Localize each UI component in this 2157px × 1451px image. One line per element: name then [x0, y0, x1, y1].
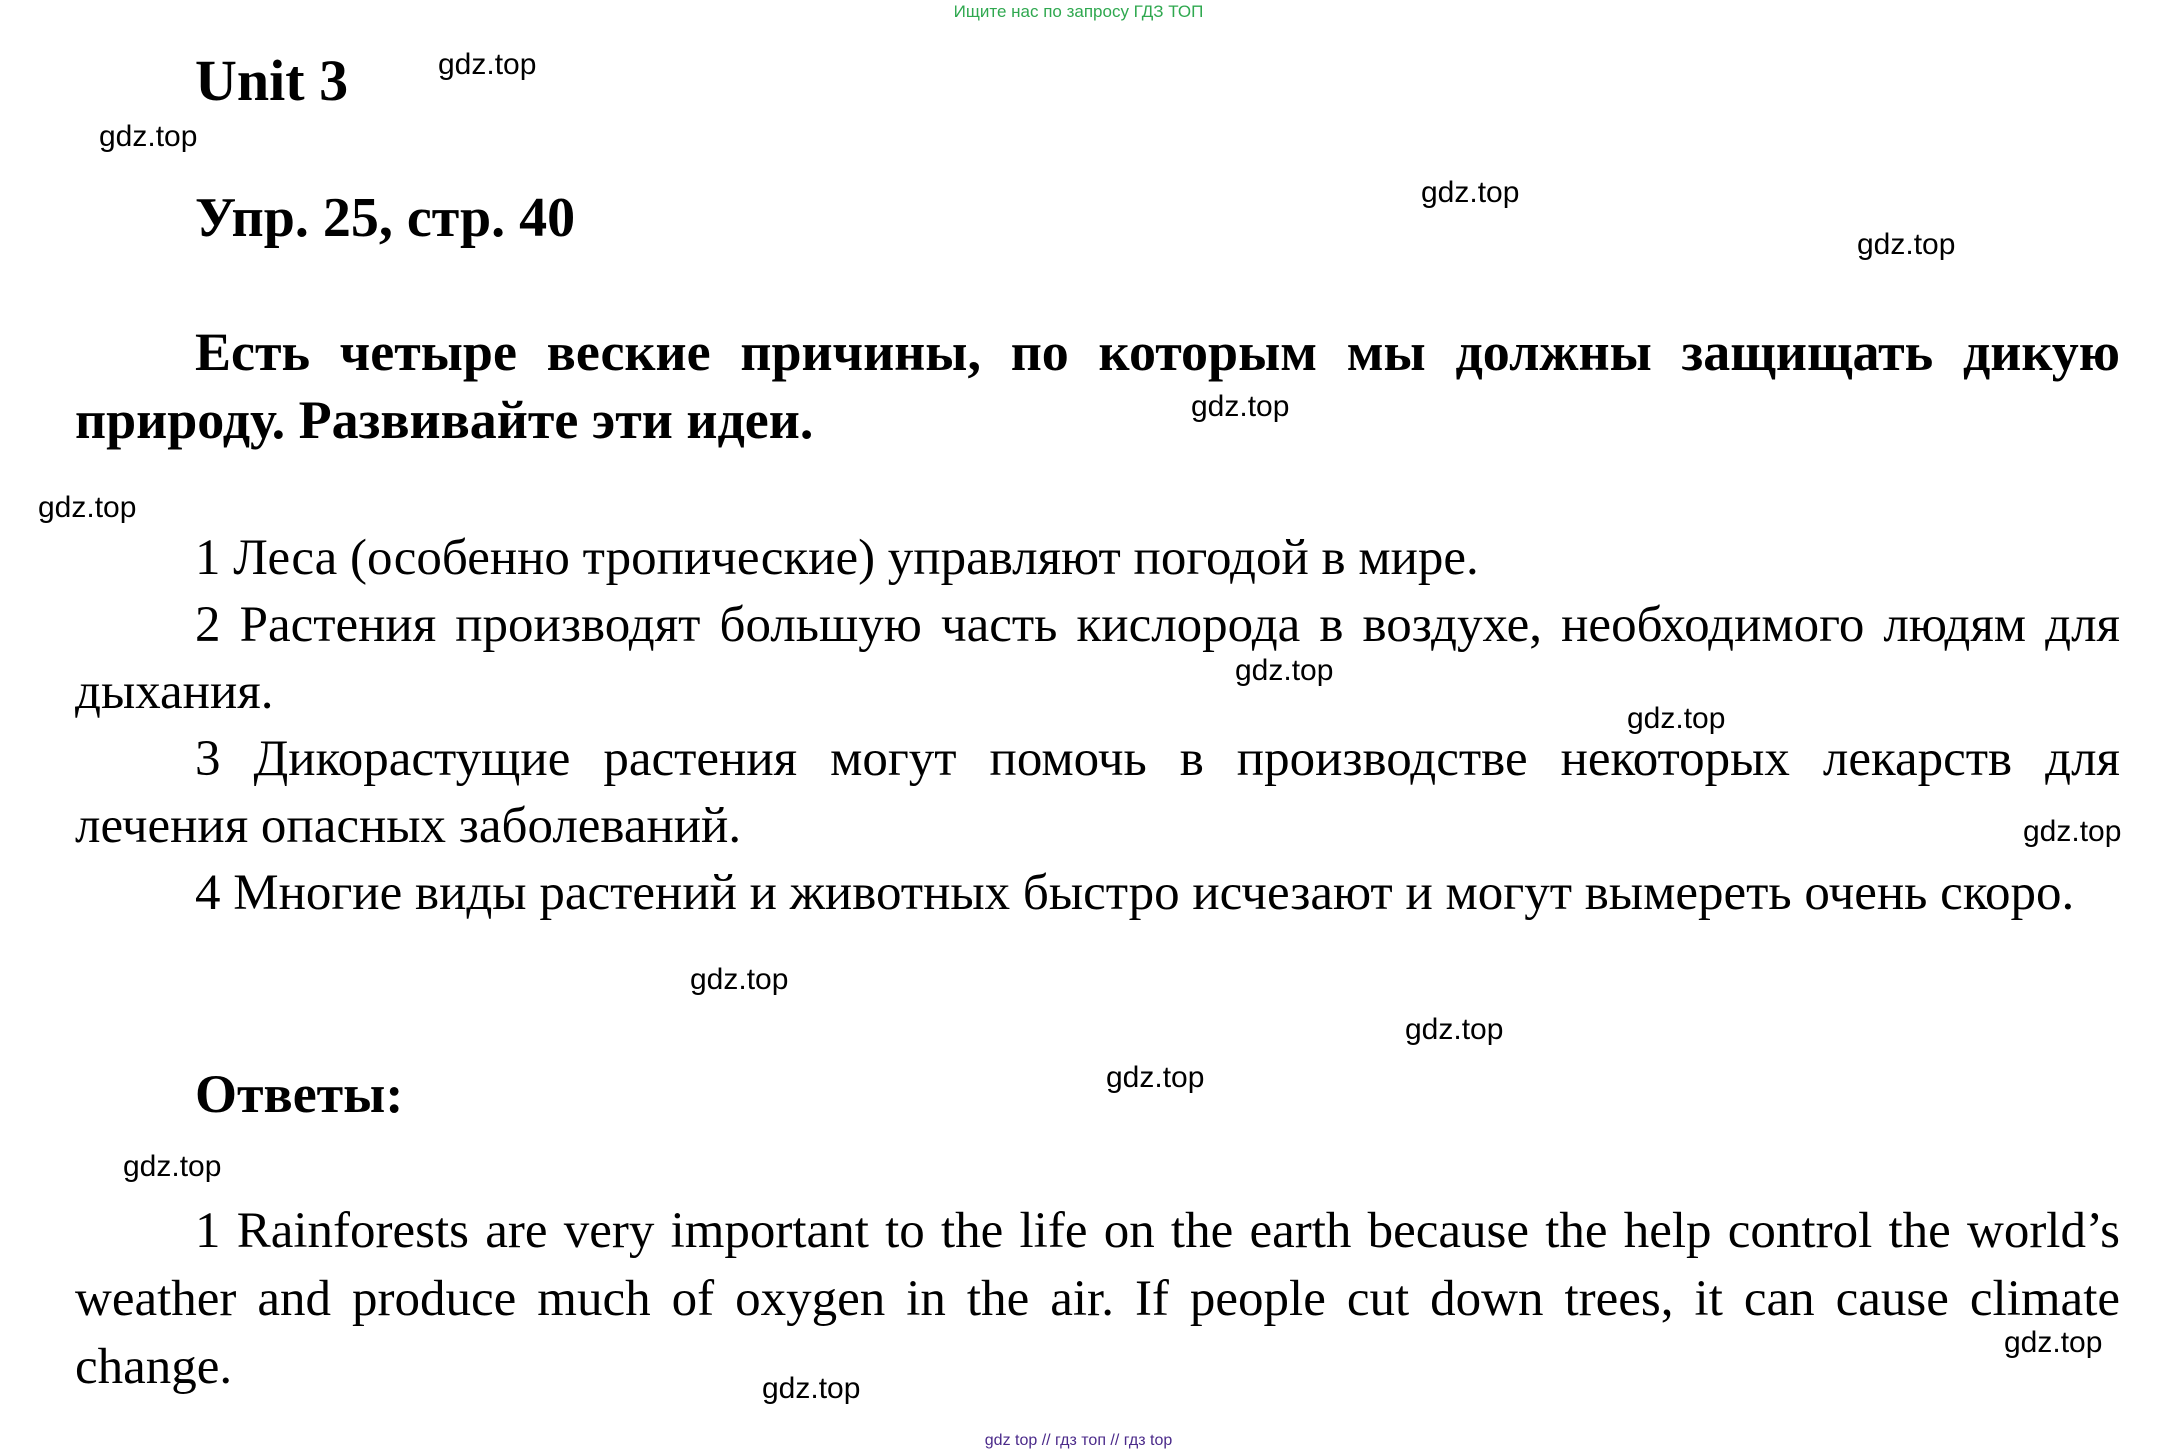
list-item-1: 1 Леса (особенно тропические) управляют погодой в мире.: [195, 530, 1479, 586]
watermark: gdz.top: [1191, 390, 1290, 423]
watermark: gdz.top: [2023, 815, 2122, 848]
watermark: gdz.top: [1106, 1061, 1205, 1094]
watermark: gdz.top: [99, 120, 198, 153]
watermark: gdz.top: [1421, 176, 1520, 209]
watermark: gdz.top: [123, 1150, 222, 1183]
watermark: gdz.top: [1857, 228, 1956, 261]
watermark: gdz.top: [1405, 1013, 1504, 1046]
footer-links: gdz top // гдз топ // гдз top: [984, 1432, 1173, 1449]
watermark: gdz.top: [762, 1372, 861, 1405]
watermark: gdz.top: [1627, 702, 1726, 735]
watermark: gdz.top: [690, 963, 789, 996]
answer-1: 1 Rainforests are very important to the life on the earth because the help control the world’s weather and produce much of oxygen in the air. If people cut down trees, it can cause climate change.: [75, 1203, 2120, 1395]
answers-title: Ответы:: [195, 1064, 404, 1124]
unit-title: Unit 3: [195, 48, 349, 113]
watermark: gdz.top: [438, 48, 537, 81]
top-banner: Ищите нас по запросу ГДЗ ТОП: [953, 2, 1204, 21]
exercise-title: Упр. 25, стр. 40: [195, 187, 576, 249]
watermark: gdz.top: [2004, 1326, 2103, 1359]
watermark: gdz.top: [38, 491, 137, 524]
watermark: gdz.top: [1235, 654, 1334, 687]
task-text: Есть четыре веские причины, по которым мы должны защищать дикую природу. Развивайте эти идеи.: [75, 322, 2120, 450]
list-item-2: 2 Растения производят большую часть кислорода в воздухе, необходимого людям для дыхания.: [75, 597, 2120, 720]
list-item-3: 3 Дикорастущие растения могут помочь в производстве некоторых лекарств для лечения опасных заболеваний.: [75, 731, 2120, 854]
list-item-4: 4 Многие виды растений и животных быстро исчезают и могут вымереть очень скоро.: [195, 865, 2075, 921]
